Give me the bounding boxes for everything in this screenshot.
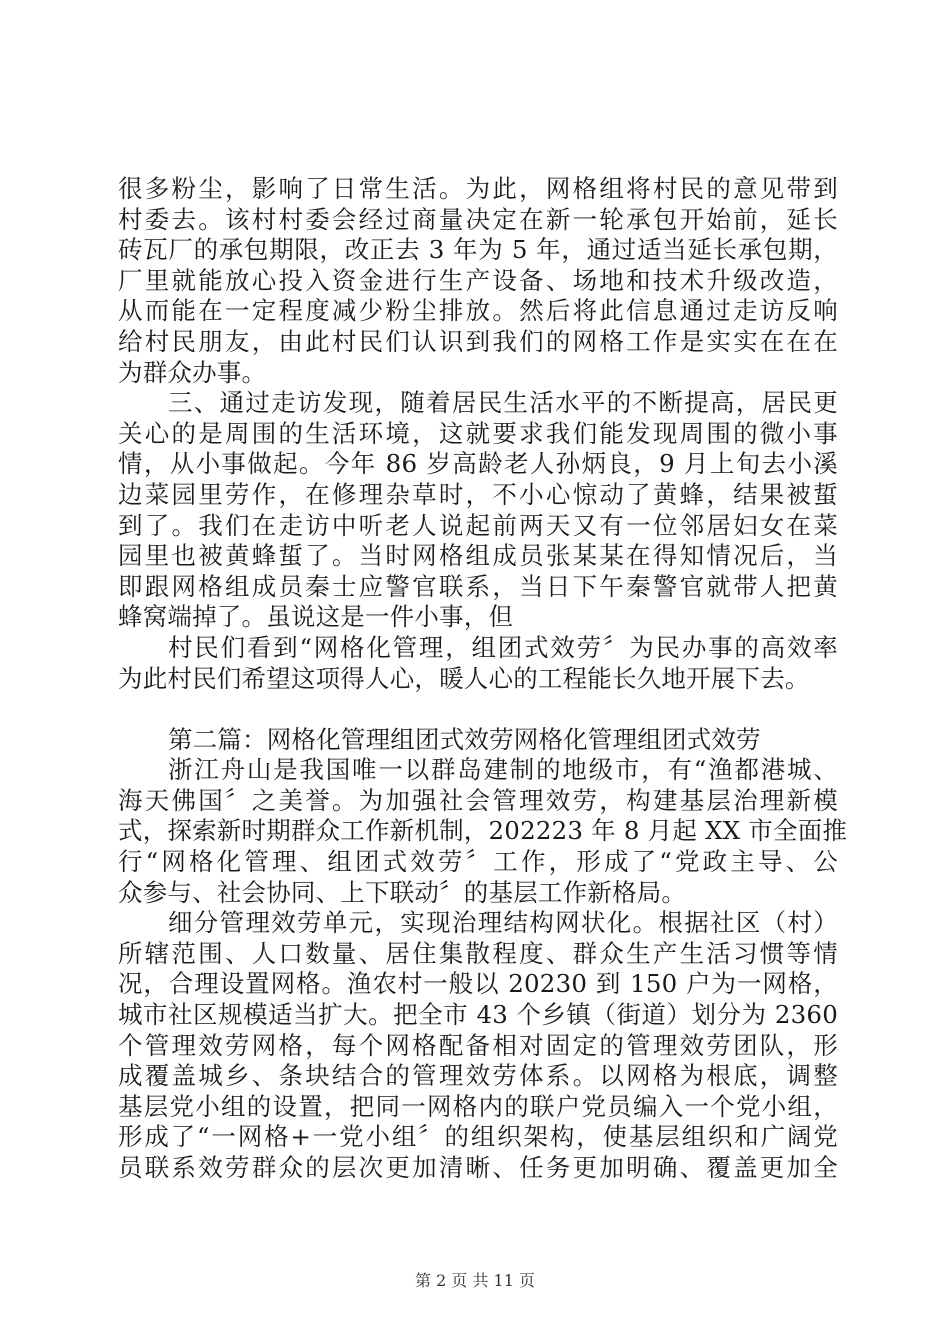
paragraph-5 [118, 908, 838, 1183]
text-line: 砖瓦厂的承包期限，改正去 3 年为 5 年，通过适当延长承包期， [118, 235, 838, 265]
document-body [118, 174, 848, 1184]
text-line: 员联系效劳群众的层次更加清晰、任务更加明确、覆盖更加全 [118, 1153, 838, 1182]
text-line: 城市社区规模适当扩大。把全市 43 个乡镇（街道）划分为 2360 [118, 1000, 838, 1030]
text-line: 式，探索新时期群众工作新机制，202223 年 8 月起 XX 市全面推 [118, 816, 848, 846]
text-line: 个管理效劳网格，每个网格配备相对固定的管理效劳团队，形 [118, 1030, 838, 1060]
paragraph-3 [118, 633, 838, 694]
text-line: 海天佛国〞之美誉。为加强社会管理效劳，构建基层治理新模 [118, 785, 838, 815]
text-line: 形成了“一网格+一党小组〞的组织架构，使基层组织和广阔党 [118, 1122, 838, 1152]
text-line: 很多粉尘，影响了日常生活。为此，网格组将村民的意见带到 [118, 174, 838, 203]
text-line: 行“网格化管理、组团式效劳〞工作，形成了“党政主导、公 [118, 847, 838, 877]
text-line: 关心的是周围的生活环境，这就要求我们能发现周围的微小事 [118, 418, 838, 448]
text-line: 园里也被黄蜂蜇了。当时网格组成员张某某在得知情况后，当 [118, 541, 838, 571]
paragraph-1 [118, 174, 838, 388]
text-line: 基层党小组的设置，把同一网格内的联户党员编入一个党小组， [118, 1091, 838, 1121]
blank-line [118, 694, 838, 725]
text-line: 所辖范围、人口数量、居住集散程度、群众生产生活习惯等情 [118, 938, 838, 968]
paragraph-4 [118, 755, 848, 908]
text-line: 为群众办事。 [118, 357, 267, 387]
text-line: 边菜园里劳作，在修理杂草时，不小心惊动了黄蜂，结果被蜇 [118, 479, 838, 509]
text-line: 三、通过走访发现，随着居民生活水平的不断提高，居民更 [168, 388, 838, 418]
text-line: 浙江舟山是我国唯一以群岛建制的地级市，有“渔都港城、 [168, 755, 838, 785]
section-heading: 第二篇：网格化管理组团式效劳网格化管理组团式效劳 [168, 724, 761, 754]
text-line: 细分管理效劳单元，实现治理结构网状化。根据社区（村） [168, 908, 838, 938]
text-line: 况，合理设置网格。渔农村一般以 20230 到 150 户为一网格， [118, 969, 838, 999]
text-line: 为此村民们希望这项得人心，暖人心的工程能长久地开展下去。 [118, 663, 810, 693]
text-line: 村民们看到“网格化管理，组团式效劳〞为民办事的高效率 [168, 632, 838, 662]
paragraph-2 [118, 388, 838, 633]
text-line: 厂里就能放心投入资金进行生产设备、场地和技术升级改造， [118, 265, 838, 295]
text-line: 众参与、社会协同、上下联动〞的基层工作新格局。 [118, 877, 687, 907]
text-line: 成覆盖城乡、条块结合的管理效劳体系。以网格为根底，调整 [118, 1061, 838, 1091]
text-line: 到了。我们在走访中听老人说起前两天又有一位邻居妇女在菜 [118, 510, 838, 540]
text-line: 从而能在一定程度减少粉尘排放。然后将此信息通过走访反响 [118, 296, 838, 326]
page-number-footer: 第 2 页 共 11 页 [415, 1271, 535, 1290]
text-line: 即跟网格组成员秦士应警官联系，当日下午秦警官就带人把黄 [118, 571, 838, 601]
text-line: 村委去。该村村委会经过商量决定在新一轮承包开始前，延长 [118, 204, 838, 234]
text-line: 给村民朋友，由此村民们认识到我们的网格工作是实实在在在 [118, 326, 838, 356]
text-line: 蜂窝端掉了。虽说这是一件小事，但 [118, 602, 514, 632]
text-line: 情，从小事做起。今年 86 岁高龄老人孙炳良，9 月上旬去小溪 [118, 449, 838, 479]
